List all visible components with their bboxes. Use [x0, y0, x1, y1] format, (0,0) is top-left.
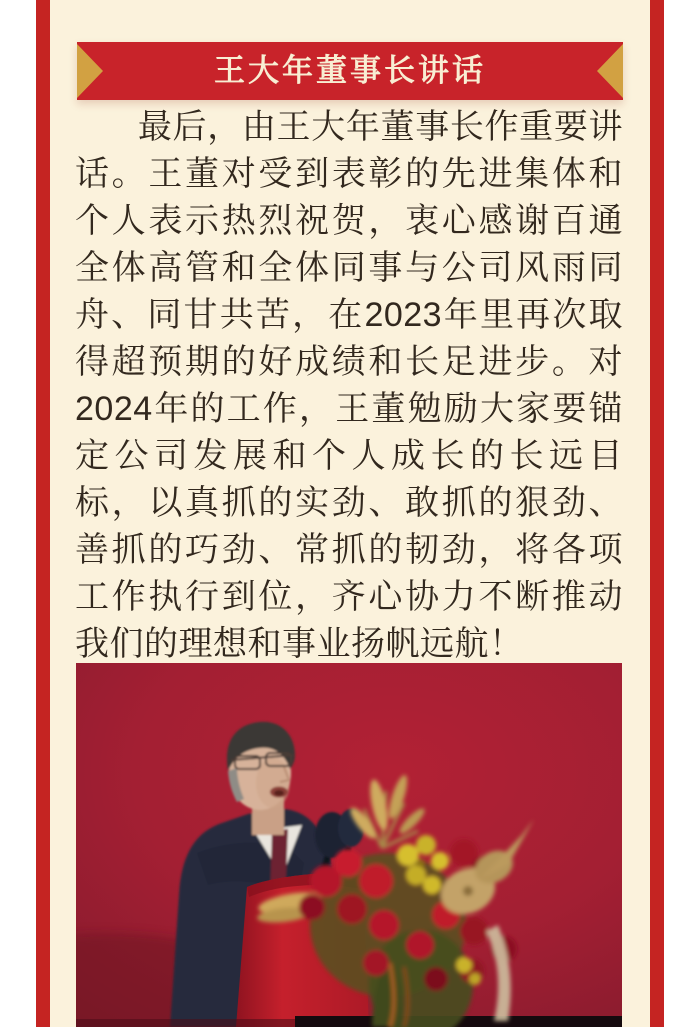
section-title-banner [77, 42, 623, 100]
left-border-stripe [36, 0, 50, 1027]
speech-photo-graphic [76, 663, 622, 1027]
content-area [50, 0, 650, 1027]
section-title: 王大年董事长讲话 [214, 53, 486, 88]
article-paragraph: 最后，由王大年董事长作重要讲话。王董对受到表彰的先进集体和个人表示热烈祝贺，衷心感谢百通全体高管和全体同事与公司风雨同舟、同甘共苦，在2023年里再次取得超预期的好成绩和长足进步。对2024年的工作，王董勉励大家要锚定公司发展和个人成长的长远目标，以真抓的实劲、敢抓的狠劲、善抓的巧劲、常抓的韧劲，将各项工作执行到位，齐心协力不断推动我们的理想和事业扬帆远航！ [75, 108, 623, 663]
speech-photo [76, 663, 622, 1027]
photo-bottom-shadow-left [76, 1019, 295, 1027]
right-border-stripe [650, 0, 664, 1027]
